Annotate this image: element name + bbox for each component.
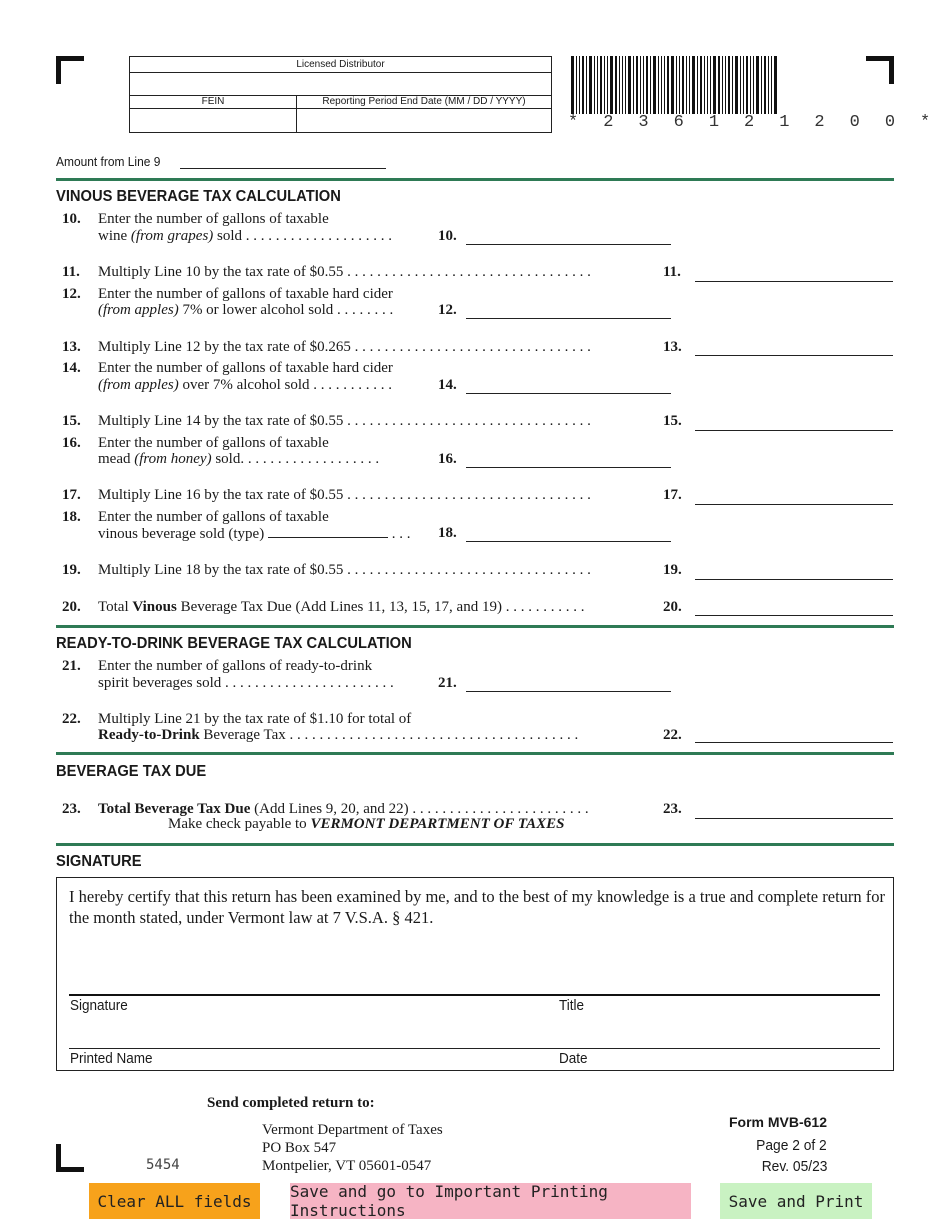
barcode-bar bbox=[771, 56, 772, 114]
line-16-number: 16. bbox=[62, 435, 81, 451]
barcode-bar bbox=[633, 56, 634, 114]
barcode-bar bbox=[689, 56, 690, 114]
section-rule bbox=[56, 178, 894, 181]
line-22-field[interactable] bbox=[695, 742, 893, 743]
line-12-number: 12. bbox=[62, 286, 81, 302]
line-23-field[interactable] bbox=[695, 818, 893, 819]
barcode-bar bbox=[713, 56, 716, 114]
barcode-bar bbox=[679, 56, 680, 114]
signature-line[interactable] bbox=[69, 994, 880, 996]
barcode-bar bbox=[610, 56, 613, 114]
barcode-bar bbox=[761, 56, 762, 114]
barcode-bar bbox=[653, 56, 656, 114]
line-12-field[interactable] bbox=[466, 318, 671, 319]
line-16-text-2: mead (from honey) sold. . . . . . . . . . . . . . . . . . . bbox=[98, 451, 380, 467]
line-23-ref: 23. bbox=[663, 801, 682, 817]
barcode-bar bbox=[743, 56, 744, 114]
barcode-bar bbox=[625, 56, 626, 114]
form-name: Form MVB-612 bbox=[728, 1114, 827, 1130]
barcode-digits: * 2 3 6 1 2 1 2 0 0 * bbox=[568, 113, 938, 132]
line-20-text: Total Vinous Beverage Tax Due (Add Lines 11, 13, 15, 17, and 19) . . . . . . . . . . . bbox=[98, 599, 585, 615]
vinous-section-title: VINOUS BEVERAGE TAX CALCULATION bbox=[56, 188, 341, 205]
barcode bbox=[571, 56, 799, 114]
payable-note: Make check payable to VERMONT DEPARTMENT OF TAXES bbox=[168, 816, 565, 832]
barcode-bar bbox=[722, 56, 723, 114]
line-21-text-2: spirit beverages sold . . . . . . . . . . . . . . . . . . . . . . . bbox=[98, 675, 394, 691]
printed-name-label: Printed Name bbox=[70, 1050, 153, 1067]
barcode-bar bbox=[671, 56, 674, 114]
section-rule bbox=[56, 625, 894, 628]
corner-mark-top-left bbox=[56, 56, 61, 84]
barcode-bar bbox=[667, 56, 669, 114]
barcode-bar bbox=[586, 56, 587, 114]
line-14-text-2: (from apples) over 7% alcohol sold . . . . . . . . . . . bbox=[98, 377, 392, 393]
barcode-bar bbox=[664, 56, 665, 114]
save-and-go-button[interactable]: Save and go to Important Printing Instructions bbox=[290, 1183, 691, 1219]
line-16-text: Enter the number of gallons of taxable bbox=[98, 435, 329, 451]
corner-mark-bottom-left bbox=[56, 1167, 84, 1172]
line-22-number: 22. bbox=[62, 711, 81, 727]
line-18-field[interactable] bbox=[466, 541, 671, 542]
line-10-number: 10. bbox=[62, 211, 81, 227]
address-line-1: Vermont Department of Taxes bbox=[262, 1122, 443, 1138]
line-20-number: 20. bbox=[62, 599, 81, 615]
barcode-bar bbox=[658, 56, 659, 114]
line-18-ref: 18. bbox=[438, 525, 457, 541]
signature-label: Signature bbox=[70, 997, 128, 1014]
revision: Rev. 05/23 bbox=[761, 1158, 827, 1175]
barcode-bar bbox=[589, 56, 592, 114]
section-rule bbox=[56, 843, 894, 846]
line-21-field[interactable] bbox=[466, 691, 671, 692]
line-16-ref: 16. bbox=[438, 451, 457, 467]
line-15-field[interactable] bbox=[695, 430, 893, 431]
line-15-text: Multiply Line 14 by the tax rate of $0.55 . . . . . . . . . . . . . . . . . . . . . . . . . . . . . . . . . bbox=[98, 413, 591, 429]
line-13-number: 13. bbox=[62, 339, 81, 355]
barcode-bar bbox=[746, 56, 748, 114]
line-16-field[interactable] bbox=[466, 467, 671, 468]
line-18-number: 18. bbox=[62, 509, 81, 525]
licensed-distributor-label: Licensed Distributor bbox=[296, 59, 385, 70]
line-21-number: 21. bbox=[62, 658, 81, 674]
line-17-text: Multiply Line 16 by the tax rate of $0.55 . . . . . . . . . . . . . . . . . . . . . . . . . . . . . . . . . bbox=[98, 487, 591, 503]
line-22-text-2: Ready-to-Drink Beverage Tax . . . . . . . . . . . . . . . . . . . . . . . . . . . . . . . . . . . . . . . bbox=[98, 727, 579, 743]
line-23-number: 23. bbox=[62, 801, 81, 817]
clear-all-button[interactable]: Clear ALL fields bbox=[89, 1183, 260, 1219]
line-12-ref: 12. bbox=[438, 302, 457, 318]
barcode-bar bbox=[707, 56, 708, 114]
barcode-bar bbox=[735, 56, 738, 114]
date-label: Date bbox=[559, 1050, 588, 1067]
barcode-bar bbox=[650, 56, 651, 114]
line-18-text-2: vinous beverage sold (type) . . . bbox=[98, 526, 411, 542]
line-17-ref: 17. bbox=[663, 487, 682, 503]
line-13-field[interactable] bbox=[695, 355, 893, 356]
line-14-ref: 14. bbox=[438, 377, 457, 393]
barcode-bar bbox=[628, 56, 631, 114]
line-18-text: Enter the number of gallons of taxable bbox=[98, 509, 329, 525]
line-17-field[interactable] bbox=[695, 504, 893, 505]
barcode-bar bbox=[725, 56, 726, 114]
send-to-label: Send completed return to: bbox=[207, 1095, 375, 1111]
line-14-number: 14. bbox=[62, 360, 81, 376]
barcode-bar bbox=[740, 56, 741, 114]
fein-label: FEIN bbox=[201, 96, 225, 107]
barcode-bar bbox=[700, 56, 702, 114]
barcode-bar bbox=[756, 56, 759, 114]
barcode-bar bbox=[704, 56, 705, 114]
barcode-bar bbox=[692, 56, 695, 114]
barcode-bar bbox=[636, 56, 638, 114]
barcode-bar bbox=[594, 56, 595, 114]
barcode-bar bbox=[597, 56, 598, 114]
barcode-bar bbox=[774, 56, 777, 114]
line-22-text: Multiply Line 21 by the tax rate of $1.10 for total of bbox=[98, 711, 412, 727]
barcode-bar bbox=[750, 56, 751, 114]
line-19-number: 19. bbox=[62, 562, 81, 578]
rtd-section-title: READY-TO-DRINK BEVERAGE TAX CALCULATION bbox=[56, 635, 412, 652]
barcode-bar bbox=[732, 56, 733, 114]
barcode-bar bbox=[622, 56, 623, 114]
line-18-type-field[interactable] bbox=[268, 525, 388, 538]
line-14-field[interactable] bbox=[466, 393, 671, 394]
form-code: 5454 bbox=[146, 1157, 180, 1173]
corner-mark-top-right bbox=[889, 56, 894, 84]
line-21-text: Enter the number of gallons of ready-to-drink bbox=[98, 658, 373, 674]
line-17-number: 17. bbox=[62, 487, 81, 503]
line-23-text: Total Beverage Tax Due (Add Lines 9, 20, and 22) . . . . . . . . . . . . . . . . . . . . . . . . bbox=[98, 801, 589, 817]
line-11-field[interactable] bbox=[695, 281, 893, 282]
barcode-bar bbox=[646, 56, 648, 114]
reporting-period-input[interactable] bbox=[297, 108, 551, 133]
amount-line9-field[interactable] bbox=[180, 168, 386, 169]
line-10-text-2: wine (from grapes) sold . . . . . . . . . . . . . . . . . . . . bbox=[98, 228, 393, 244]
fein-input[interactable] bbox=[130, 108, 296, 133]
section-rule bbox=[56, 752, 894, 755]
line-12-text-2: (from apples) 7% or lower alcohol sold . . . . . . . . bbox=[98, 302, 394, 318]
address-line-2: PO Box 547 bbox=[262, 1140, 337, 1156]
barcode-bar bbox=[640, 56, 641, 114]
line-10-ref: 10. bbox=[438, 228, 457, 244]
amount-line9-label: Amount from Line 9 bbox=[56, 154, 161, 169]
signature-section-title: SIGNATURE bbox=[56, 853, 142, 870]
barcode-bar bbox=[615, 56, 617, 114]
line-10-text: Enter the number of gallons of taxable bbox=[98, 211, 329, 227]
line-22-ref: 22. bbox=[663, 727, 682, 743]
page-number: Page 2 of 2 bbox=[756, 1137, 827, 1154]
line-13-text: Multiply Line 12 by the tax rate of $0.265 . . . . . . . . . . . . . . . . . . . . . . . . . . . . . . . . bbox=[98, 339, 591, 355]
line-11-number: 11. bbox=[62, 264, 80, 280]
barcode-bar bbox=[753, 56, 754, 114]
barcode-bar bbox=[600, 56, 602, 114]
barcode-bar bbox=[764, 56, 766, 114]
barcode-bar bbox=[619, 56, 620, 114]
line-15-number: 15. bbox=[62, 413, 81, 429]
barcode-bar bbox=[676, 56, 677, 114]
line-19-text: Multiply Line 18 by the tax rate of $0.55 . . . . . . . . . . . . . . . . . . . . . . . . . . . . . . . . . bbox=[98, 562, 591, 578]
certification-text: I hereby certify that this return has been examined by me, and to the best of my knowledge is a true and complete return for the month stated, under Vermont law at 7 V.S.A. § 421. bbox=[69, 887, 886, 927]
barcode-bar bbox=[571, 56, 574, 114]
barcode-bar bbox=[604, 56, 605, 114]
due-section-title: BEVERAGE TAX DUE bbox=[56, 763, 207, 780]
barcode-bar bbox=[682, 56, 684, 114]
line-20-ref: 20. bbox=[663, 599, 682, 615]
line-21-ref: 21. bbox=[438, 675, 457, 691]
address-line-3: Montpelier, VT 05601-0547 bbox=[262, 1158, 432, 1174]
save-and-print-button[interactable]: Save and Print bbox=[720, 1183, 872, 1219]
barcode-bar bbox=[643, 56, 644, 114]
barcode-bar bbox=[768, 56, 769, 114]
line-14-text: Enter the number of gallons of taxable hard cider bbox=[98, 360, 393, 376]
line-15-ref: 15. bbox=[663, 413, 682, 429]
barcode-bar bbox=[582, 56, 584, 114]
line-20-field[interactable] bbox=[695, 615, 893, 616]
barcode-bar bbox=[661, 56, 662, 114]
line-11-ref: 11. bbox=[663, 264, 681, 280]
line-19-ref: 19. bbox=[663, 562, 682, 578]
barcode-bar bbox=[728, 56, 730, 114]
barcode-bar bbox=[697, 56, 698, 114]
barcode-bar bbox=[576, 56, 577, 114]
licensed-distributor-input[interactable] bbox=[130, 72, 551, 96]
line-19-field[interactable] bbox=[695, 579, 893, 580]
printed-name-line[interactable] bbox=[69, 1048, 880, 1049]
line-13-ref: 13. bbox=[663, 339, 682, 355]
barcode-bar bbox=[686, 56, 687, 114]
barcode-bar bbox=[718, 56, 720, 114]
barcode-bar bbox=[710, 56, 711, 114]
reporting-period-label: Reporting Period End Date (MM / DD / YYYY) bbox=[322, 96, 526, 107]
line-10-field[interactable] bbox=[466, 244, 671, 245]
barcode-bar bbox=[607, 56, 608, 114]
barcode-bar bbox=[579, 56, 580, 114]
line-12-text: Enter the number of gallons of taxable hard cider bbox=[98, 286, 393, 302]
title-label: Title bbox=[559, 997, 585, 1014]
line-11-text: Multiply Line 10 by the tax rate of $0.55 . . . . . . . . . . . . . . . . . . . . . . . . . . . . . . . . . bbox=[98, 264, 591, 280]
